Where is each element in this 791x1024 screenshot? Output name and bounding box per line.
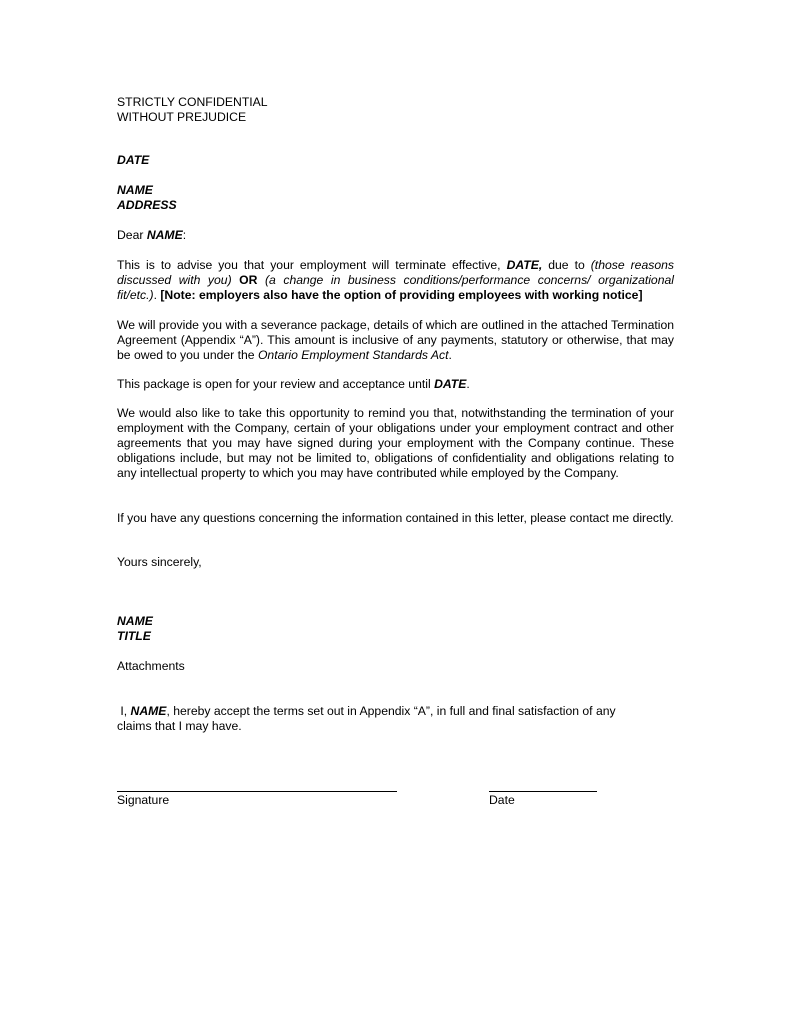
acceptance-name: NAME [130,704,167,718]
sender-name: NAME [117,614,153,628]
acceptance-text-1: I, [117,704,131,718]
termination-or: OR [231,273,265,287]
obligations-paragraph [117,406,674,481]
acceptance-text-2: , hereby accept the terms set out in Appendix “A”, in full and final satisfaction of any claims that I may have. [117,704,616,733]
review-text-2: . [466,377,470,391]
letter-date [117,153,674,168]
review-text [117,377,674,392]
review-paragraph [117,377,674,392]
severance-act: Ontario Employment Standards Act [257,348,449,362]
termination-paragraph [117,258,674,303]
confidential-label: STRICTLY CONFIDENTIAL [117,95,268,109]
questions-paragraph [117,511,674,526]
termination-text [117,258,674,303]
termination-alt-reasons: (a change in business conditions/performance concerns/ organizational fit/etc.) [117,273,674,302]
attachments [117,659,674,674]
sender-title: TITLE [117,629,151,643]
date-label: Date [489,793,515,807]
salutation-line [117,228,674,243]
obligations-text: We would also like to take this opportunity to remind you that, notwithstanding the termination of your employment with the Company, certain of your obligations under your employment contract and other agreements that you may have signed during your employment with the Company continue. These obligations include, but may not be limited to, obligations of confidentiality and obligations relating to any intellectual property to which you may have contributed while employed by the Company. [117,406,674,480]
closing [117,555,674,570]
salutation-dear: Dear [117,228,147,242]
acceptance-text [117,704,647,734]
date-line [489,791,597,792]
recipient-block [117,183,674,213]
review-text-1: This package is open for your review and acceptance until [117,377,435,391]
severance-paragraph [117,318,674,363]
recipient-address: ADDRESS [117,198,177,212]
termination-text-3: . [153,288,161,302]
attachments-label: Attachments [117,659,185,673]
letter-header [117,95,674,125]
salutation-name: NAME [146,228,183,242]
severance-text-2: . [448,348,452,362]
severance-text [117,318,674,363]
review-date: DATE [434,377,467,391]
acceptance-paragraph [117,704,647,734]
termination-text-1: This is to advise you that your employment will terminate effective, [117,258,507,272]
prejudice-label: WITHOUT PREJUDICE [117,110,247,124]
termination-reasons: (those reasons discussed with you) [117,258,674,287]
questions-text: If you have any questions concerning the information contained in this letter, please contact me directly. [117,511,674,525]
salutation [117,228,674,243]
termination-note: [Note: employers also have the option of providing employees with working notice] [160,288,643,302]
closing-text: Yours sincerely, [117,555,202,569]
termination-date: DATE, [506,258,543,272]
termination-text-2: due to [542,258,591,272]
severance-text-1: We will provide you with a severance package, details of which are outlined in the attached Termination Agreement (Appendix “A”). This amount is inclusive of any payments, statutory or otherwise, that may be owed to you under the [117,318,674,362]
recipient-name: NAME [117,183,153,197]
sender-block [117,614,674,644]
salutation-colon: : [182,228,187,242]
signature-label: Signature [117,793,170,807]
signature-line [117,791,397,792]
date-placeholder: DATE [117,153,150,167]
